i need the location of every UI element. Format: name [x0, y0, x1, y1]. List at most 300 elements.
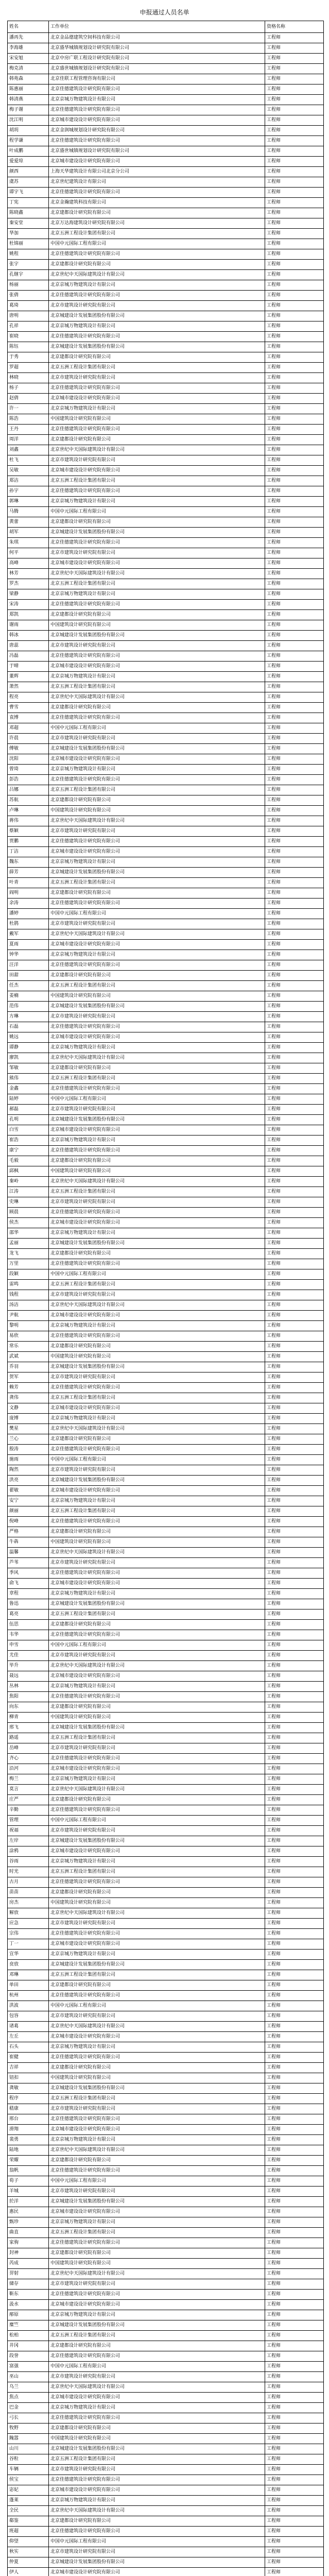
cell-name: 杜鹃	[8, 919, 49, 929]
cell-work-unit: 北京城市建设设计研究院有限公司	[49, 558, 265, 569]
cell-qualification: 工程师	[265, 857, 324, 868]
cell-work-unit: 北京五洲工程设计集团有限公司	[49, 363, 265, 373]
cell-qualification: 工程师	[265, 2114, 324, 2125]
cell-work-unit: 北京市建筑设计研究院有限公司	[49, 548, 265, 558]
cell-name: 贲放	[8, 1960, 49, 1970]
cell-name: 秦安堂	[8, 218, 49, 229]
cell-qualification: 工程师	[265, 1661, 324, 1671]
table-row	[8, 2135, 324, 2145]
cell-qualification: 工程师	[265, 1867, 324, 1877]
table-row	[8, 1764, 324, 1774]
cell-work-unit: 北京建都设计研究院有限公司	[49, 795, 265, 806]
cell-name: 富强	[8, 2362, 49, 2372]
cell-qualification: 工程师	[265, 1960, 324, 1970]
cell-name: 潘再先	[8, 33, 49, 43]
cell-work-unit: 北京城建设计发展集团股份有限公司	[49, 1002, 265, 1012]
cell-qualification: 工程师	[265, 2557, 324, 2568]
cell-name: 邵华	[8, 1228, 49, 1239]
table-row	[8, 2382, 324, 2393]
table-row	[8, 146, 324, 157]
cell-qualification: 工程师	[265, 940, 324, 950]
cell-work-unit: 北京市建筑设计研究院有限公司	[49, 2104, 265, 2114]
cell-work-unit: 北京建都设计研究院有限公司	[49, 435, 265, 445]
cell-work-unit: 北京京城万物建筑设计有限公司	[49, 2496, 265, 2506]
cell-qualification: 工程师	[265, 332, 324, 342]
table-row	[8, 1239, 324, 1249]
table-row	[8, 919, 324, 929]
table-row	[8, 218, 324, 229]
cell-qualification: 工程师	[265, 744, 324, 754]
cell-name: 糜竺	[8, 2320, 49, 2331]
cell-name: 颜丽	[8, 1506, 49, 1517]
cell-work-unit: 中国中元国际工程有限公司	[49, 1640, 265, 1651]
cell-qualification: 工程师	[265, 1146, 324, 1156]
cell-name: 武斌	[8, 1352, 49, 1362]
cell-qualification: 工程师	[265, 1579, 324, 1589]
cell-name: 车辆	[8, 2465, 49, 2475]
cell-qualification: 工程师	[265, 373, 324, 383]
cell-work-unit: 北京佳德建筑设计研究院有限公司	[49, 1805, 265, 1816]
cell-work-unit: 北京佳德建筑设计研究院有限公司	[49, 1445, 265, 1455]
cell-work-unit: 北京市建筑设计研究院有限公司	[49, 301, 265, 311]
cell-name: 梅兰	[8, 1774, 49, 1785]
table-row	[8, 579, 324, 589]
table-row	[8, 1682, 324, 1692]
table-row	[8, 1640, 324, 1651]
cell-work-unit: 北京世纪中天国际建筑设计有限公司	[49, 270, 265, 280]
table-row	[8, 2290, 324, 2300]
cell-name: 叶青	[8, 878, 49, 888]
cell-qualification: 工程师	[265, 795, 324, 806]
cell-qualification: 工程师	[265, 105, 324, 115]
table-row	[8, 167, 324, 177]
cell-name: 洪波	[8, 2001, 49, 2011]
cell-work-unit: 北京万达海建筑设计研究院有限公司	[49, 218, 265, 229]
cell-qualification: 工程师	[265, 486, 324, 497]
cell-work-unit: 中国中元国际工程有限公司	[49, 1816, 265, 1826]
cell-name: 张宇	[8, 260, 49, 270]
table-row	[8, 1609, 324, 1620]
cell-work-unit: 北京市建筑设计研究院有限公司	[49, 1465, 265, 1476]
cell-name: 时光	[8, 1867, 49, 1877]
cell-work-unit: 北京五洲工程设计集团有限公司	[49, 1280, 265, 1290]
cell-qualification: 工程师	[265, 1311, 324, 1321]
cell-name: 封神	[8, 2248, 49, 2259]
cell-name: 常乐	[8, 1342, 49, 1352]
cell-name: 周洋	[8, 435, 49, 445]
table-row	[8, 115, 324, 126]
cell-name: 戴军	[8, 929, 49, 940]
cell-qualification: 工程师	[265, 126, 324, 136]
cell-qualification: 工程师	[265, 1022, 324, 1032]
cell-name: 石头	[8, 2042, 49, 2053]
cell-work-unit: 北京五洲工程设计集团有限公司	[49, 1506, 265, 1517]
cell-name: 季风	[8, 1568, 49, 1579]
cell-work-unit: 北京城建设计发展集团股份有限公司	[49, 311, 265, 321]
cell-work-unit: 北京佳德建筑设计研究院有限公司	[49, 775, 265, 785]
cell-work-unit: 北京建都设计研究院有限公司	[49, 2516, 265, 2527]
cell-qualification: 工程师	[265, 775, 324, 785]
cell-qualification: 工程师	[265, 497, 324, 507]
cell-qualification: 工程师	[265, 1187, 324, 1197]
header-qualification: 资格名称	[265, 21, 324, 33]
cell-name: 杭州	[8, 1991, 49, 2001]
table-row	[8, 2393, 324, 2403]
cell-name: 崔健	[8, 2053, 49, 2063]
cell-work-unit: 中国建筑设计研究院有限公司	[49, 991, 265, 1002]
cell-qualification: 工程师	[265, 723, 324, 734]
cell-qualification: 工程师	[265, 919, 324, 929]
cell-name: 谷粒	[8, 2454, 49, 2465]
cell-work-unit: 北京佳德建筑设计研究院有限公司	[49, 2290, 265, 2300]
cell-work-unit: 北京佳德建筑设计研究院有限公司	[49, 1146, 265, 1156]
cell-work-unit: 北京佳德建筑设计研究院有限公司	[49, 1568, 265, 1579]
table-row	[8, 960, 324, 971]
cell-work-unit: 北京京城万物建筑设计有限公司	[49, 1414, 265, 1424]
cell-work-unit: 北京市建筑设计研究院有限公司	[49, 1105, 265, 1115]
cell-name: 施雨	[8, 1455, 49, 1465]
table-row	[8, 672, 324, 682]
table-row	[8, 1692, 324, 1702]
table-row	[8, 188, 324, 198]
cell-qualification: 工程师	[265, 425, 324, 435]
cell-qualification: 工程师	[265, 2207, 324, 2217]
table-row	[8, 682, 324, 692]
cell-name: 冯磊	[8, 651, 49, 662]
cell-qualification: 工程师	[265, 734, 324, 744]
cell-qualification: 工程师	[265, 1166, 324, 1177]
cell-work-unit: 北京建都设计研究院有限公司	[49, 1434, 265, 1445]
cell-name: 邹敏	[8, 1063, 49, 1074]
cell-qualification: 工程师	[265, 1259, 324, 1269]
table-row	[8, 1455, 324, 1465]
cell-name: 郝磊	[8, 1105, 49, 1115]
cell-name: 萧然	[8, 682, 49, 692]
cell-qualification: 工程师	[265, 600, 324, 610]
table-row	[8, 744, 324, 754]
table-row	[8, 2238, 324, 2248]
table-row	[8, 2300, 324, 2310]
cell-work-unit: 上海天华建筑设计有限公司北京分公司	[49, 167, 265, 177]
cell-name: 罗超	[8, 363, 49, 373]
cell-qualification: 工程师	[265, 311, 324, 321]
table-row	[8, 1661, 324, 1671]
cell-qualification: 工程师	[265, 1249, 324, 1259]
cell-work-unit: 北京城市建设设计研究院有限公司	[49, 2032, 265, 2042]
table-row	[8, 909, 324, 919]
cell-qualification: 工程师	[265, 1713, 324, 1723]
table-row	[8, 270, 324, 280]
cell-name: 单田	[8, 1980, 49, 1991]
cell-qualification: 工程师	[265, 2228, 324, 2238]
table-row	[8, 538, 324, 548]
cell-qualification: 工程师	[265, 1218, 324, 1228]
cell-work-unit: 中国建筑设计研究院有限公司	[49, 1352, 265, 1362]
cell-name: 龚敏	[8, 2083, 49, 2094]
cell-work-unit: 北京市建筑设计研究院有限公司	[49, 373, 265, 383]
cell-work-unit: 北京五洲工程设计集团有限公司	[49, 2228, 265, 2238]
cell-work-unit: 北京城建设计发展集团股份有限公司	[49, 1476, 265, 1486]
cell-work-unit: 中国中元国际工程有限公司	[49, 1094, 265, 1105]
cell-work-unit: 北京佳德建筑设计研究院有限公司	[49, 188, 265, 198]
header-name: 姓名	[8, 21, 49, 33]
cell-qualification: 工程师	[265, 847, 324, 857]
cell-name: 岳峰	[8, 1743, 49, 1754]
cell-name: 汤洁	[8, 1300, 49, 1311]
cell-qualification: 工程师	[265, 1558, 324, 1568]
cell-name: 程学谦	[8, 136, 49, 146]
cell-name: 范伟	[8, 1002, 49, 1012]
cell-qualification: 工程师	[265, 1620, 324, 1630]
cell-qualification: 工程师	[265, 115, 324, 126]
cell-qualification: 工程师	[265, 1043, 324, 1053]
cell-name: 彭浩	[8, 775, 49, 785]
cell-name: 韩苑森	[8, 74, 49, 84]
cell-name: 全民	[8, 2506, 49, 2516]
table-row	[8, 1506, 324, 1517]
cell-qualification: 工程师	[265, 1970, 324, 1980]
cell-qualification: 工程师	[265, 1280, 324, 1290]
cell-qualification: 工程师	[265, 2372, 324, 2382]
table-row	[8, 2114, 324, 2125]
cell-work-unit: 北京佳德建筑设计研究院有限公司	[49, 1991, 265, 2001]
cell-work-unit: 北京京城万物建筑设计有限公司	[49, 950, 265, 960]
cell-name: 包容	[8, 2011, 49, 2022]
cell-work-unit: 中国建筑设计研究院有限公司	[49, 414, 265, 425]
cell-work-unit: 北京世纪中天国际建筑设计有限公司	[49, 1053, 265, 1063]
table-row	[8, 1146, 324, 1156]
cell-name: 曾琦	[8, 765, 49, 775]
cell-qualification: 工程师	[265, 1630, 324, 1640]
cell-qualification: 工程师	[265, 620, 324, 631]
cell-work-unit: 北京五洲工程设计集团有限公司	[49, 476, 265, 486]
cell-work-unit: 北京京城万物建筑设计有限公司	[49, 1682, 265, 1692]
cell-work-unit: 北京建都设计研究院有限公司	[49, 2063, 265, 2073]
cell-name: 柳青	[8, 1713, 49, 1723]
table-row	[8, 765, 324, 775]
cell-name: 余涛	[8, 899, 49, 909]
cell-qualification: 工程师	[265, 960, 324, 971]
table-row	[8, 878, 324, 888]
cell-name: 谭静	[8, 1043, 49, 1053]
table-row	[8, 404, 324, 414]
cell-qualification: 工程师	[265, 692, 324, 703]
cell-qualification: 工程师	[265, 342, 324, 352]
cell-qualification: 工程师	[265, 1115, 324, 1125]
cell-work-unit: 北京世纪中天国际建筑设计有限公司	[49, 1300, 265, 1311]
cell-name: 邓琳	[8, 1970, 49, 1980]
cell-name: 龙飞	[8, 1249, 49, 1259]
cell-work-unit: 北京城建设计发展集团股份有限公司	[49, 2197, 265, 2207]
cell-qualification: 工程师	[265, 1548, 324, 1558]
table-row	[8, 64, 324, 74]
table-row	[8, 2011, 324, 2022]
cell-work-unit: 北京建都设计研究院有限公司	[49, 2341, 265, 2351]
cell-work-unit: 北京市建筑设计研究院有限公司	[49, 1012, 265, 1022]
cell-name: 叶成鹏	[8, 146, 49, 157]
cell-name: 黄蕾	[8, 517, 49, 528]
cell-qualification: 工程师	[265, 765, 324, 775]
cell-name: 杜飞	[8, 455, 49, 466]
cell-qualification: 工程师	[265, 445, 324, 455]
table-row	[8, 2042, 324, 2053]
table-row	[8, 1929, 324, 1939]
cell-name: 卢琳	[8, 806, 49, 816]
table-row	[8, 2527, 324, 2537]
cell-qualification: 工程师	[265, 1836, 324, 1846]
cell-name: 毕升	[8, 1661, 49, 1671]
cell-work-unit: 北京京城万物建筑设计有限公司	[49, 765, 265, 775]
table-row	[8, 2351, 324, 2362]
cell-qualification: 工程师	[265, 2465, 324, 2475]
table-row	[8, 373, 324, 383]
cell-qualification: 工程师	[265, 785, 324, 795]
table-row	[8, 1074, 324, 1084]
cell-name: 郗鉴	[8, 2516, 49, 2527]
cell-name: 孔明	[8, 1115, 49, 1125]
cell-name: 张倩	[8, 291, 49, 301]
cell-work-unit: 北京京城万物建筑设计有限公司	[49, 1589, 265, 1599]
cell-qualification: 工程师	[265, 466, 324, 476]
cell-work-unit: 北京京城万物建筑设计有限公司	[49, 1496, 265, 1506]
cell-name: 杨丽	[8, 280, 49, 291]
cell-qualification: 工程师	[265, 54, 324, 64]
table-row	[8, 1352, 324, 1362]
cell-qualification: 工程师	[265, 1012, 324, 1022]
cell-name: 谷雨	[8, 1857, 49, 1867]
cell-name: 吴敏	[8, 466, 49, 476]
cell-name: 侯宝	[8, 2475, 49, 2485]
cell-work-unit: 北京五洲工程设计集团有限公司	[49, 682, 265, 692]
cell-name: 山川	[8, 2444, 49, 2454]
cell-name: 丛林	[8, 1682, 49, 1692]
table-row	[8, 1393, 324, 1403]
cell-name: 管理	[8, 1816, 49, 1826]
table-row	[8, 558, 324, 569]
cell-work-unit: 北京京城万物建筑设计有限公司	[49, 2042, 265, 2053]
table-row	[8, 1795, 324, 1805]
table-row	[8, 929, 324, 940]
cell-work-unit: 北京城市建设设计研究院有限公司	[49, 2300, 265, 2310]
cell-qualification: 工程师	[265, 2516, 324, 2527]
cell-name: 文静	[8, 1403, 49, 1414]
table-row	[8, 2248, 324, 2259]
cell-work-unit: 北京佳德建筑设计研究院有限公司	[49, 1877, 265, 1888]
cell-work-unit: 北京京城万物建筑设计有限公司	[49, 1228, 265, 1239]
cell-name: 陈钰	[8, 342, 49, 352]
cell-qualification: 工程师	[265, 1702, 324, 1713]
cell-name: 史琳	[8, 1197, 49, 1208]
cell-qualification: 工程师	[265, 1496, 324, 1506]
cell-name: 翟敏	[8, 1486, 49, 1496]
table-row	[8, 589, 324, 600]
cell-work-unit: 北京佳德建筑设计研究院有限公司	[49, 1022, 265, 1032]
table-row	[8, 2424, 324, 2434]
cell-qualification: 工程师	[265, 1589, 324, 1599]
table-row	[8, 260, 324, 270]
cell-name: 仲夏	[8, 2557, 49, 2568]
table-row	[8, 1733, 324, 1743]
cell-work-unit: 北京城建设计发展集团股份有限公司	[49, 528, 265, 538]
cell-name: 孔继宇	[8, 270, 49, 280]
cell-work-unit: 北京盛世城镇规划设计研究院有限公司	[49, 146, 265, 157]
cell-name: 储存	[8, 2279, 49, 2290]
cell-qualification: 工程师	[265, 1517, 324, 1527]
table-row	[8, 198, 324, 208]
cell-name: 邱枫	[8, 1166, 49, 1177]
cell-qualification: 工程师	[265, 1754, 324, 1764]
table-row	[8, 1002, 324, 1012]
table-row	[8, 528, 324, 538]
table-row	[8, 486, 324, 497]
table-row	[8, 847, 324, 857]
cell-name: 于晴	[8, 662, 49, 672]
table-row	[8, 600, 324, 610]
cell-name: 宋安旭	[8, 54, 49, 64]
table-row	[8, 1321, 324, 1331]
cell-work-unit: 中国建筑设计研究院有限公司	[49, 1166, 265, 1177]
cell-qualification: 工程师	[265, 157, 324, 167]
table-row	[8, 105, 324, 115]
table-row	[8, 569, 324, 579]
cell-name: 韦华	[8, 1630, 49, 1640]
cell-work-unit: 北京五洲工程设计集团有限公司	[49, 1609, 265, 1620]
cell-qualification: 工程师	[265, 837, 324, 847]
table-row	[8, 1836, 324, 1846]
candidate-table	[7, 21, 324, 2576]
cell-work-unit: 北京五洲工程设计集团有限公司	[49, 2094, 265, 2104]
cell-work-unit: 北京城建设计发展集团股份有限公司	[49, 1836, 265, 1846]
cell-work-unit: 北京京城万物建筑设计有限公司	[49, 1857, 265, 1867]
cell-qualification: 工程师	[265, 1074, 324, 1084]
cell-name: 梁静	[8, 589, 49, 600]
cell-qualification: 工程师	[265, 631, 324, 641]
cell-qualification: 工程师	[265, 538, 324, 548]
cell-qualification: 工程师	[265, 1455, 324, 1465]
table-row	[8, 1774, 324, 1785]
cell-qualification: 工程师	[265, 1908, 324, 1919]
cell-work-unit: 北京京城万物建筑设计有限公司	[49, 857, 265, 868]
cell-qualification: 工程师	[265, 1300, 324, 1311]
cell-work-unit: 北京城建设计发展集团股份有限公司	[49, 744, 265, 754]
cell-name: 姚程	[8, 249, 49, 260]
cell-name: 梅子谢	[8, 105, 49, 115]
table-row	[8, 991, 324, 1002]
cell-qualification: 工程师	[265, 1898, 324, 1908]
table-row	[8, 2156, 324, 2166]
cell-name: 许一	[8, 404, 49, 414]
cell-name: 蒋伟	[8, 816, 49, 826]
cell-work-unit: 北京京城万物建筑设计有限公司	[49, 95, 265, 105]
cell-name: 弓长	[8, 2413, 49, 2424]
table-header-row	[8, 21, 324, 33]
cell-work-unit: 中国中元国际工程有限公司	[49, 909, 265, 919]
cell-qualification: 工程师	[265, 1506, 324, 1517]
cell-name: 康宁	[8, 1146, 49, 1156]
table-row	[8, 2403, 324, 2413]
cell-work-unit: 北京盛华城镇规划设计研究院有限公司	[49, 43, 265, 54]
cell-qualification: 工程师	[265, 2053, 324, 2063]
cell-qualification: 工程师	[265, 1846, 324, 1857]
table-row	[8, 2444, 324, 2454]
cell-qualification: 工程师	[265, 1950, 324, 1960]
table-row	[8, 229, 324, 239]
cell-qualification: 工程师	[265, 249, 324, 260]
cell-qualification: 工程师	[265, 1239, 324, 1249]
cell-qualification: 工程师	[265, 1136, 324, 1146]
table-row	[8, 311, 324, 321]
cell-name: 祝福	[8, 1826, 49, 1836]
